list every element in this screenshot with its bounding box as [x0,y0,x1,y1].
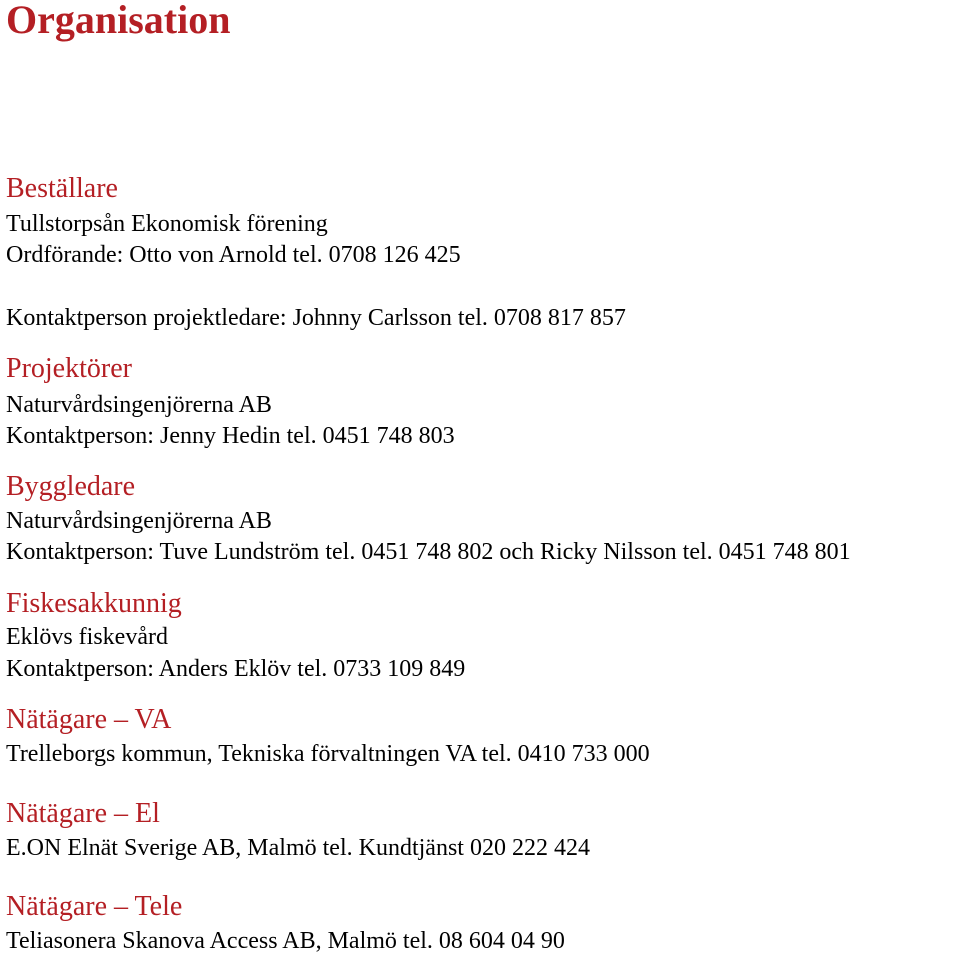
page-title: Organisation [6,0,231,42]
natagare-el-contact: E.ON Elnät Sverige AB, Malmö tel. Kundtjänst 020 222 424 [6,835,590,861]
fiskesakkunnig-organization: Eklövs fiskevård [6,624,168,650]
section-heading-bestallare: Beställare [6,173,118,204]
natagare-tele-contact: Teliasonera Skanova Access AB, Malmö tel. 08 604 04 90 [6,928,565,954]
bestallare-chairman: Ordförande: Otto von Arnold tel. 0708 126 425 [6,242,461,268]
bestallare-contact: Kontaktperson projektledare: Johnny Carlsson tel. 0708 817 857 [6,305,626,331]
fiskesakkunnig-contact: Kontaktperson: Anders Eklöv tel. 0733 109 849 [6,656,466,682]
section-heading-projektorer: Projektörer [6,353,132,384]
section-heading-fiskesakkunnig: Fiskesakkunnig [6,588,182,619]
section-heading-natagare-va: Nätägare – VA [6,704,172,735]
byggledare-organization: Naturvårdsingenjörerna AB [6,508,272,534]
byggledare-contact: Kontaktperson: Tuve Lundström tel. 0451 748 802 och Ricky Nilsson tel. 0451 748 801 [6,539,851,565]
projektorer-organization: Naturvårdsingenjörerna AB [6,392,272,418]
section-heading-natagare-el: Nätägare – El [6,798,160,829]
section-heading-natagare-tele: Nätägare – Tele [6,891,183,922]
natagare-va-contact: Trelleborgs kommun, Tekniska förvaltningen VA tel. 0410 733 000 [6,741,650,767]
bestallare-organization: Tullstorpsån Ekonomisk förening [6,211,328,237]
section-heading-byggledare: Byggledare [6,471,136,502]
projektorer-contact: Kontaktperson: Jenny Hedin tel. 0451 748 803 [6,423,455,449]
